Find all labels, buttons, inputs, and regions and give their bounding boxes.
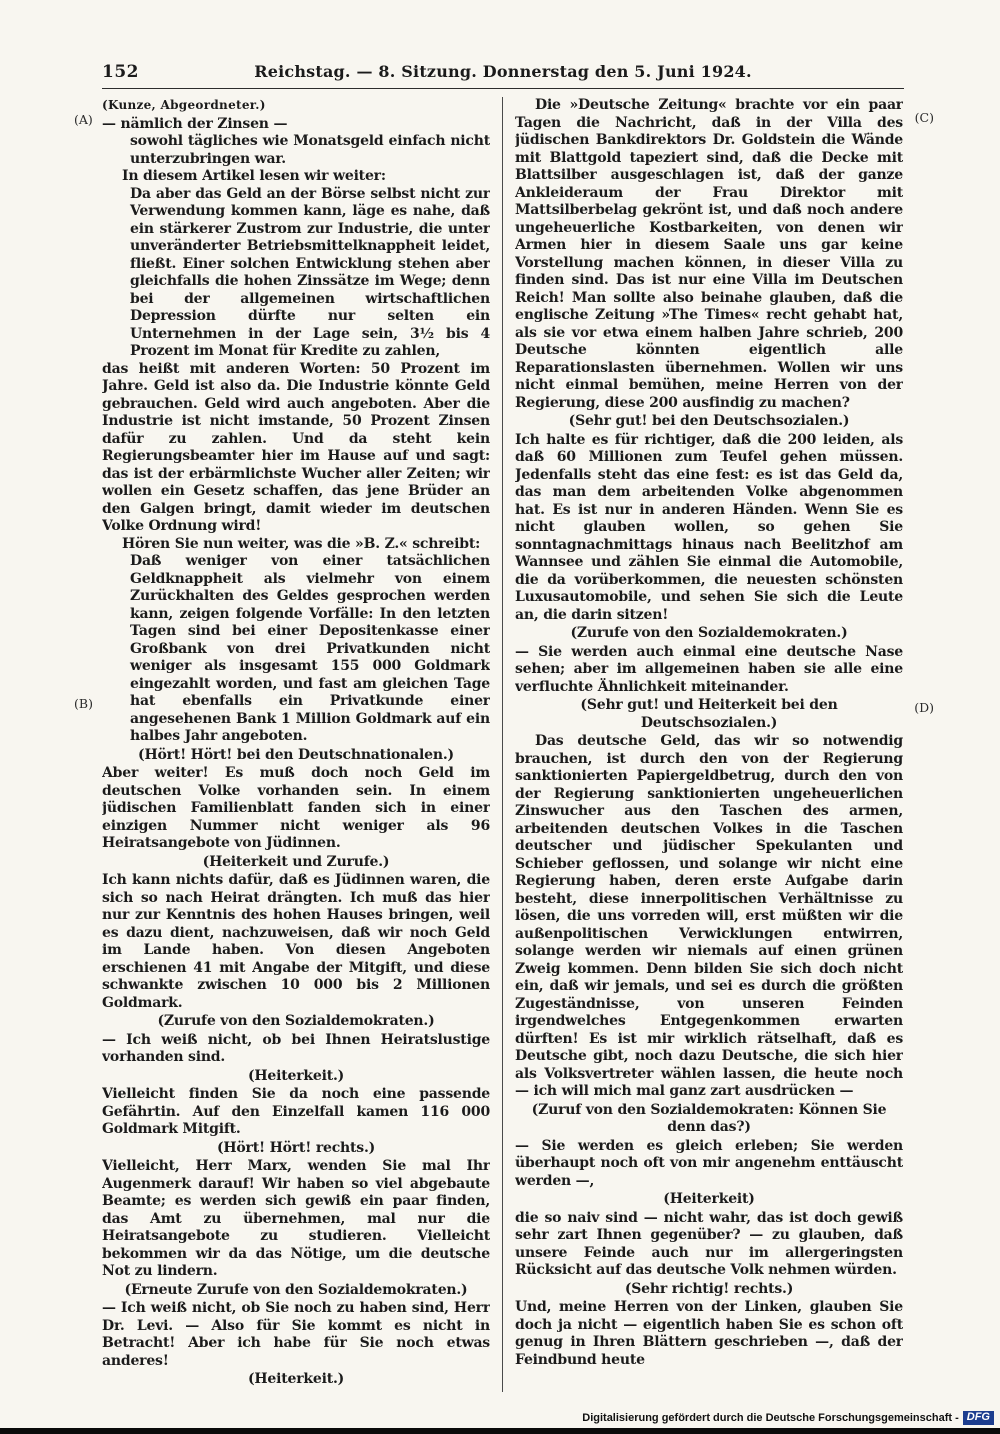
scan-edge-bar xyxy=(0,1428,1000,1434)
paragraph: Aber weiter! Es muß doch noch Geld im deutschen Volke vorhanden sein. In einem jüdischen Familienblatt fanden sich in einer einzigen Nummer nicht weniger als 96 Heiratsangebote von Jüdinnen. xyxy=(102,765,490,851)
text-columns xyxy=(102,97,904,1392)
left-column xyxy=(102,97,490,1392)
stage-direction: (Sehr gut! und Heiterkeit bei den Deutschsozialen.) xyxy=(580,697,838,731)
paragraph: Vielleicht, Herr Marx, wenden Sie mal Ihr Augenmerk darauf! Wir haben so viel abgebaute Beamte; es werden sich gewiß ein paar finden, das Amt zu übernehmen, mal nur die Heiratsangebote zu studieren. Vielleicht bekommen wir da das Nötige, um die deutsche Not zu lindern. xyxy=(102,1158,490,1279)
stage-direction: (Zurufe von den Sozialdemokraten.) xyxy=(570,625,848,641)
quoted-paragraph: Daß weniger von einer tatsächlichen Geldknappheit als vielmehr von einem Zurückhalten des Geldes gesprochen werden kann, zeigen folgende Vorfälle: In den letzten Tagen sind bei einer Depositenkasse einer Großbank von drei Privatkunden nicht weniger als insgesamt 155 000 Goldmark eingezahlt worden, und fast am gleichen Tage hat ebenfalls ein Privatkunde einer angesehenen Bank 1 Million Goldmark auf ein halbes Jahr angeboten. xyxy=(130,553,490,744)
stage-direction: (Heiterkeit) xyxy=(663,1191,755,1207)
paragraph: Ich kann nichts dafür, daß es Jüdinnen waren, die sich so nach Heirat drängten. Ich muß das hier nur zur Kenntnis des hohen Hauses bringen, weil es dazu dient, nachzuweisen, daß wir noch Geld im Lande haben. Von diesen Angeboten erschienen 41 mit Angabe der Mitgift, und diese schwankte zwischen 10 000 bis 2 Millionen Goldmark. xyxy=(102,872,490,1011)
page-footer xyxy=(582,1411,994,1425)
paragraph: — Sie werden es gleich erleben; Sie werden überhaupt noch oft von mir angenehm enttäuscht werden —, xyxy=(515,1137,903,1189)
stage-direction: (Hört! Hört! bei den Deutschnationalen.) xyxy=(138,746,454,763)
paragraph: die so naiv sind — nicht wahr, das ist doch gewiß sehr zart Ihnen gegenüber? — zu glauben, daß unsere Feinde auch nur im allergeringsten Rücksicht auf das deutsche Volk nehmen würden. xyxy=(515,1209,903,1278)
paragraph: Vielleicht finden Sie da noch eine passende Gefährtin. Auf den Einzelfall kamen 116 000 Goldmark Mitgift. xyxy=(102,1086,490,1137)
paragraph: Hören Sie nun weiter, was die »B. Z.« schreibt: xyxy=(122,535,481,552)
paragraph: — nämlich der Zinsen — xyxy=(102,115,288,132)
paragraph: das heißt mit anderen Worten: 50 Prozent im Jahre. Geld ist also da. Die Industrie könnte Geld gebrauchen. Geld wird auch angeboten. Aber die Industrie ist nicht imstande, 50 Prozent Zinsen dafür zu zahlen. Und da steht kein Regierungsbeamter hier im Hause auf und sagt: das ist der erbärmlichste Wucher aller Zeiten; wir wollen ein Gesetz schaffen, das jene Brüder an den Galgen bringt, damit wieder im deutschen Volke Ordnung wird! xyxy=(102,360,490,534)
paragraph: — Ich weiß nicht, ob bei Ihnen Heiratslustige vorhanden sind. xyxy=(102,1031,490,1065)
stage-direction: (Erneute Zurufe von den Sozialdemokraten.) xyxy=(124,1281,468,1298)
stage-direction: (Zurufe von den Sozialdemokraten.) xyxy=(157,1013,435,1029)
dfg-logo: DFG xyxy=(963,1411,994,1425)
margin-marker-b: (B) xyxy=(74,696,93,711)
paragraph: Und, meine Herren von der Linken, glauben Sie doch ja nicht — eigentlich haben Sie es schon oft genug in Ihren Blättern geschrieben —, daß der Feindbund heute xyxy=(515,1299,903,1368)
paragraph: Ich halte es für richtiger, daß die 200 leiden, als daß 60 Millionen zum Teufel gehen müssen. Jedenfalls steht das eine fest: es ist das Geld da, das man dem arbeitenden Volke abgenommen hat. Es ist nur in anderen Händen. Wenn Sie es nicht glauben wollen, so gehen Sie sonntagnachmittags hinaus nach Beelitzhof am Wannsee und zählen Sie einmal die Automobile, die da vorüberkommen, die neuesten schönsten Luxusautomobile, und sehen Sie sich die Leute an, die darin sitzen! xyxy=(515,431,903,623)
paragraph: — Ich weiß nicht, ob Sie noch zu haben sind, Herr Dr. Levi. — Also für Sie kommt es nicht in Betracht! Aber ich habe für Sie noch etwas anderes! xyxy=(102,1300,490,1369)
stage-direction: (Heiterkeit.) xyxy=(247,1371,345,1387)
page-number: 152 xyxy=(102,62,139,82)
quoted-paragraph: sowohl tägliches wie Monatsgeld einfach nicht unterzubringen war. xyxy=(130,133,490,167)
column-divider xyxy=(502,97,503,1392)
margin-marker-c: (C) xyxy=(914,110,934,125)
stage-direction: (Hört! Hört! rechts.) xyxy=(216,1139,376,1156)
stage-direction: (Sehr richtig! rechts.) xyxy=(624,1280,794,1297)
header-title: Reichstag. — 8. Sitzung. Donnerstag den 5. Juni 1924. xyxy=(254,62,752,81)
paragraph: In diesem Artikel lesen wir weiter: xyxy=(122,168,386,184)
quoted-paragraph: Da aber das Geld an der Börse selbst nicht zur Verwendung kommen kann, läge es nahe, daß ein stärkerer Zustrom zur Industrie, die unter unveränderter Betriebsmittelknappheit leidet, fließt. Einer solchen Entwicklung stehen aber gleichfalls die hohen Zinssätze im Wege; denn bei der allgemeinen wirtschaftlichen Depression dürfte nur selten ein Unternehmen in der Lage sein, 3½ bis 4 Prozent im Monat für Kredite zu zahlen, xyxy=(130,185,490,359)
paragraph: Die »Deutsche Zeitung« brachte vor ein paar Tagen die Nachricht, daß in der Villa des jüdischen Bankdirektors Dr. Goldstein die Wände mit Blattgold tapeziert sind, daß die Decke mit Blattsilber ausgeschlagen ist, daß der ganze Ankleideraum der Frau Direktor mit Mattsilberbelag gekrönt ist, und daß noch andere ungeheuerliche Kostbarkeiten, von denen wir Armen hier in diesem Saale uns gar keine Vorstellung machen können, in dieser Villa zu finden sind. Das ist nur eine Villa im Deutschen Reich! Man sollte also beinahe glauben, daß die englische Zeitung »The Times« recht gehabt hat, als sie vor etwa einem halben Jahre schrieb, 200 Deutsche könnten eigentlich alle Reparationslasten übernehmen. Wollen wir uns nicht einmal bemühen, meine Herren von der Regierung, diese 200 ausfindig zu machen? xyxy=(515,97,903,411)
speaker-label: (Kunze, Abgeordneter.) xyxy=(102,98,266,112)
margin-marker-d: (D) xyxy=(914,700,934,715)
margin-marker-a: (A) xyxy=(74,112,93,127)
page-header xyxy=(102,60,904,84)
stage-direction: (Heiterkeit und Zurufe.) xyxy=(202,853,390,870)
stage-direction: (Heiterkeit.) xyxy=(247,1067,345,1084)
digitization-credit: Digitalisierung gefördert durch die Deutsche Forschungsgemeinschaft - xyxy=(582,1412,959,1424)
paragraph: — Sie werden auch einmal eine deutsche Nase sehen; aber im allgemeinen haben sie alle eine verfluchte Ähnlichkeit miteinander. xyxy=(515,643,903,695)
stage-direction: (Zuruf von den Sozialdemokraten: Können Sie denn das?) xyxy=(531,1101,887,1135)
paragraph: Das deutsche Geld, das wir so notwendig brauchen, ist durch den von der Regierung sanktionierten Papiergeldbetrug, durch den von der Regierung sanktionierten ungeheuerlichen Zinswucher aus den Taschen des armen, arbeitenden deutschen Volkes in die Taschen deutscher und jüdischer Spekulanten und Schieber geflossen, und solange wir nicht eine Regierung haben, deren erste Aufgabe darin besteht, diese innerpolitischen Verhältnisse zu lösen, die uns vorreden will, erst müßten wir die außenpolitischen Verwicklungen entwirren, solange werden wir niemals auf einen grünen Zweig kommen. Denn bilden Sie sich doch nicht ein, daß wir jemals, und sei es durch die größten Zugeständnisse, von unseren Feinden irgendwelches Entgegenkommen erwarten dürften! Es ist mir wirklich rätselhaft, daß es Deutsche gibt, noch dazu Deutsche, die sich hier als Volksvertreter wählen lassen, die heute noch — ich will mich mal ganz zart ausdrücken — xyxy=(515,733,903,1099)
stage-direction: (Sehr gut! bei den Deutschsozialen.) xyxy=(568,413,850,429)
right-column xyxy=(515,97,903,1392)
header-rule xyxy=(102,88,904,89)
